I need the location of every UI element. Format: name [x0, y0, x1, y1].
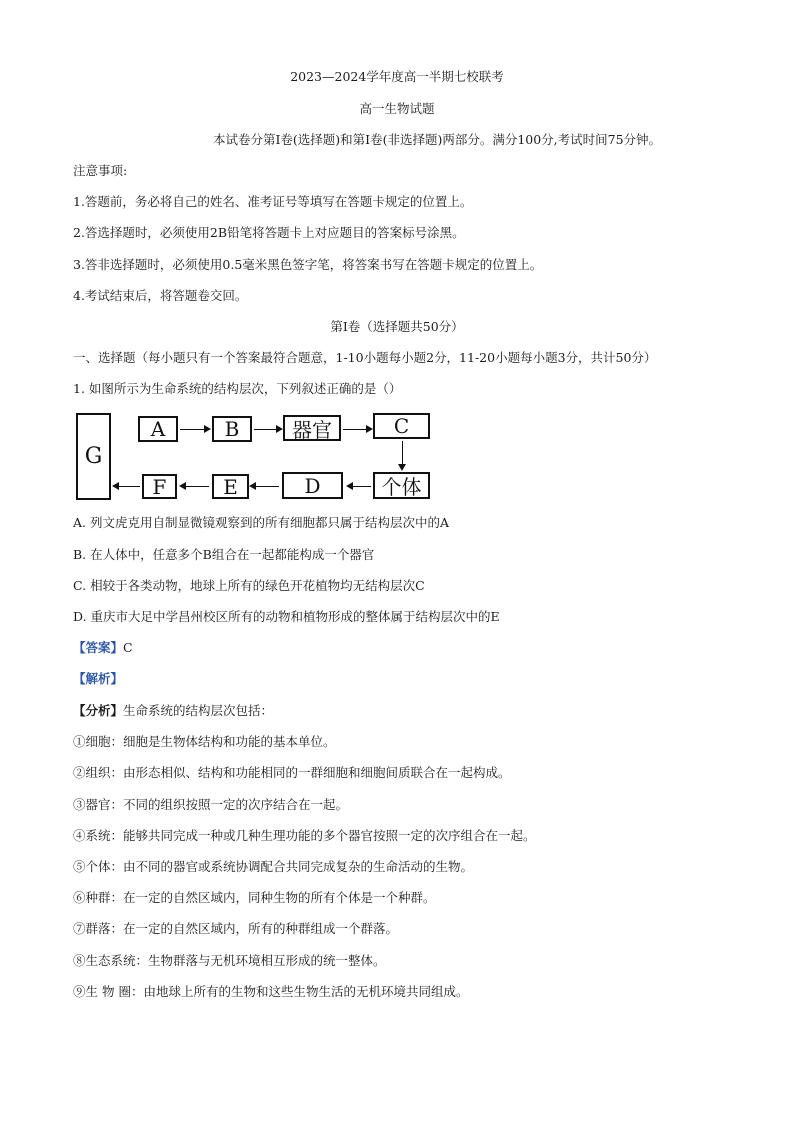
box-f: F [142, 474, 177, 499]
level-item: ⑨生 物 圈：由地球上所有的生物和这些生物生活的无机环境共同组成。 [73, 984, 469, 999]
level-item: ①细胞：细胞是生物体结构和功能的基本单位。 [73, 734, 336, 749]
box-g: G [76, 413, 111, 500]
arrow-head [276, 425, 283, 433]
arrow-head [398, 464, 406, 471]
section-instruction: 一、选择题（每小题只有一个答案最符合题意，1-10小题每小题2分，11-20小题每小题3分，共计50分） [73, 350, 657, 365]
arrow-left [119, 486, 140, 487]
level-item: ⑥种群：在一定的自然区域内，同种生物的所有个体是一个种群。 [73, 890, 436, 905]
answer-value: C [123, 640, 133, 655]
level-item: ④系统：能够共同完成一种或几种生理功能的多个器官按照一定的次序组合在一起。 [73, 828, 536, 843]
arrow-left [186, 486, 209, 487]
arrow-down [402, 441, 403, 464]
note-item: 3.答非选择题时，必须使用0.5毫米黑色签字笔，将答案书写在答题卡规定的位置上。 [73, 257, 543, 272]
level-item: ⑧生态系统：生物群落与无机环境相互形成的统一整体。 [73, 953, 386, 968]
box-b: B [212, 416, 252, 442]
level-item: ③器官：不同的组织按照一定的次序结合在一起。 [73, 797, 349, 812]
arrow-left [256, 486, 279, 487]
notes-heading: 注意事项: [73, 163, 128, 178]
note-item: 2.答选择题时，必须使用2B铅笔将答题卡上对应题目的答案标号涂黑。 [73, 225, 465, 240]
analysis-label [73, 670, 123, 688]
arrow-head [204, 425, 211, 433]
arrow-head [346, 482, 353, 490]
arrow-head [112, 482, 119, 490]
exam-intro: 本试卷分第Ⅰ卷(选择题)和第Ⅰ卷(非选择题)两部分。满分100分,考试时间75分钟。 [212, 132, 662, 147]
arrow-right [180, 429, 204, 430]
level-item: ⑤个体：由不同的器官或系统协调配合共同完成复杂的生命活动的生物。 [73, 859, 474, 874]
option-b: B. 在人体中，任意多个B组合在一起都能构成一个器官 [73, 547, 375, 562]
box-c: C [373, 413, 430, 439]
arrow-head [366, 425, 373, 433]
exam-subtitle: 高一生物试题 [359, 101, 435, 116]
section-title: 第Ⅰ卷（选择题共50分） [330, 319, 464, 334]
level-item: ⑦群落：在一定的自然区域内，所有的种群组成一个群落。 [73, 921, 399, 936]
arrow-left [353, 486, 371, 487]
box-individual: 个体 [373, 472, 430, 499]
box-e: E [212, 474, 249, 499]
analysis-label-text: 【解析】 [73, 671, 124, 686]
box-organ: 器官 [283, 415, 341, 441]
box-a: A [138, 416, 178, 442]
exam-title: 2023—2024学年度高一半期七校联考 [290, 69, 504, 84]
arrow-head [179, 482, 186, 490]
option-d: D. 重庆市大足中学昌州校区所有的动物和植物形成的整体属于结构层次中的E [73, 609, 500, 624]
note-item: 4.考试结束后，将答题卷交回。 [73, 288, 248, 303]
arrow-right [254, 429, 276, 430]
level-item: ②组织：由形态相似、结构和功能相同的一群细胞和细胞间质联合在一起构成。 [73, 765, 511, 780]
note-item: 1.答题前，务必将自己的姓名、准考证号等填写在答题卡规定的位置上。 [73, 194, 473, 209]
answer-line [73, 639, 133, 657]
arrow-right [343, 429, 366, 430]
box-d: D [282, 472, 343, 499]
question-stem: 1. 如图所示为生命系统的结构层次，下列叙述正确的是（） [73, 381, 402, 396]
analysis-intro-label: 【分析】 [73, 703, 124, 718]
option-c: C. 相较于各类动物，地球上所有的绿色开花植物均无结构层次C [73, 578, 425, 593]
analysis-intro-text: 生命系统的结构层次包括： [123, 703, 274, 718]
arrow-head [249, 482, 256, 490]
structure-levels-diagram [73, 408, 443, 508]
analysis-intro [73, 702, 273, 720]
option-a: A. 列文虎克用自制显微镜观察到的所有细胞都只属于结构层次中的A [73, 515, 450, 530]
answer-label: 【答案】 [73, 640, 124, 655]
